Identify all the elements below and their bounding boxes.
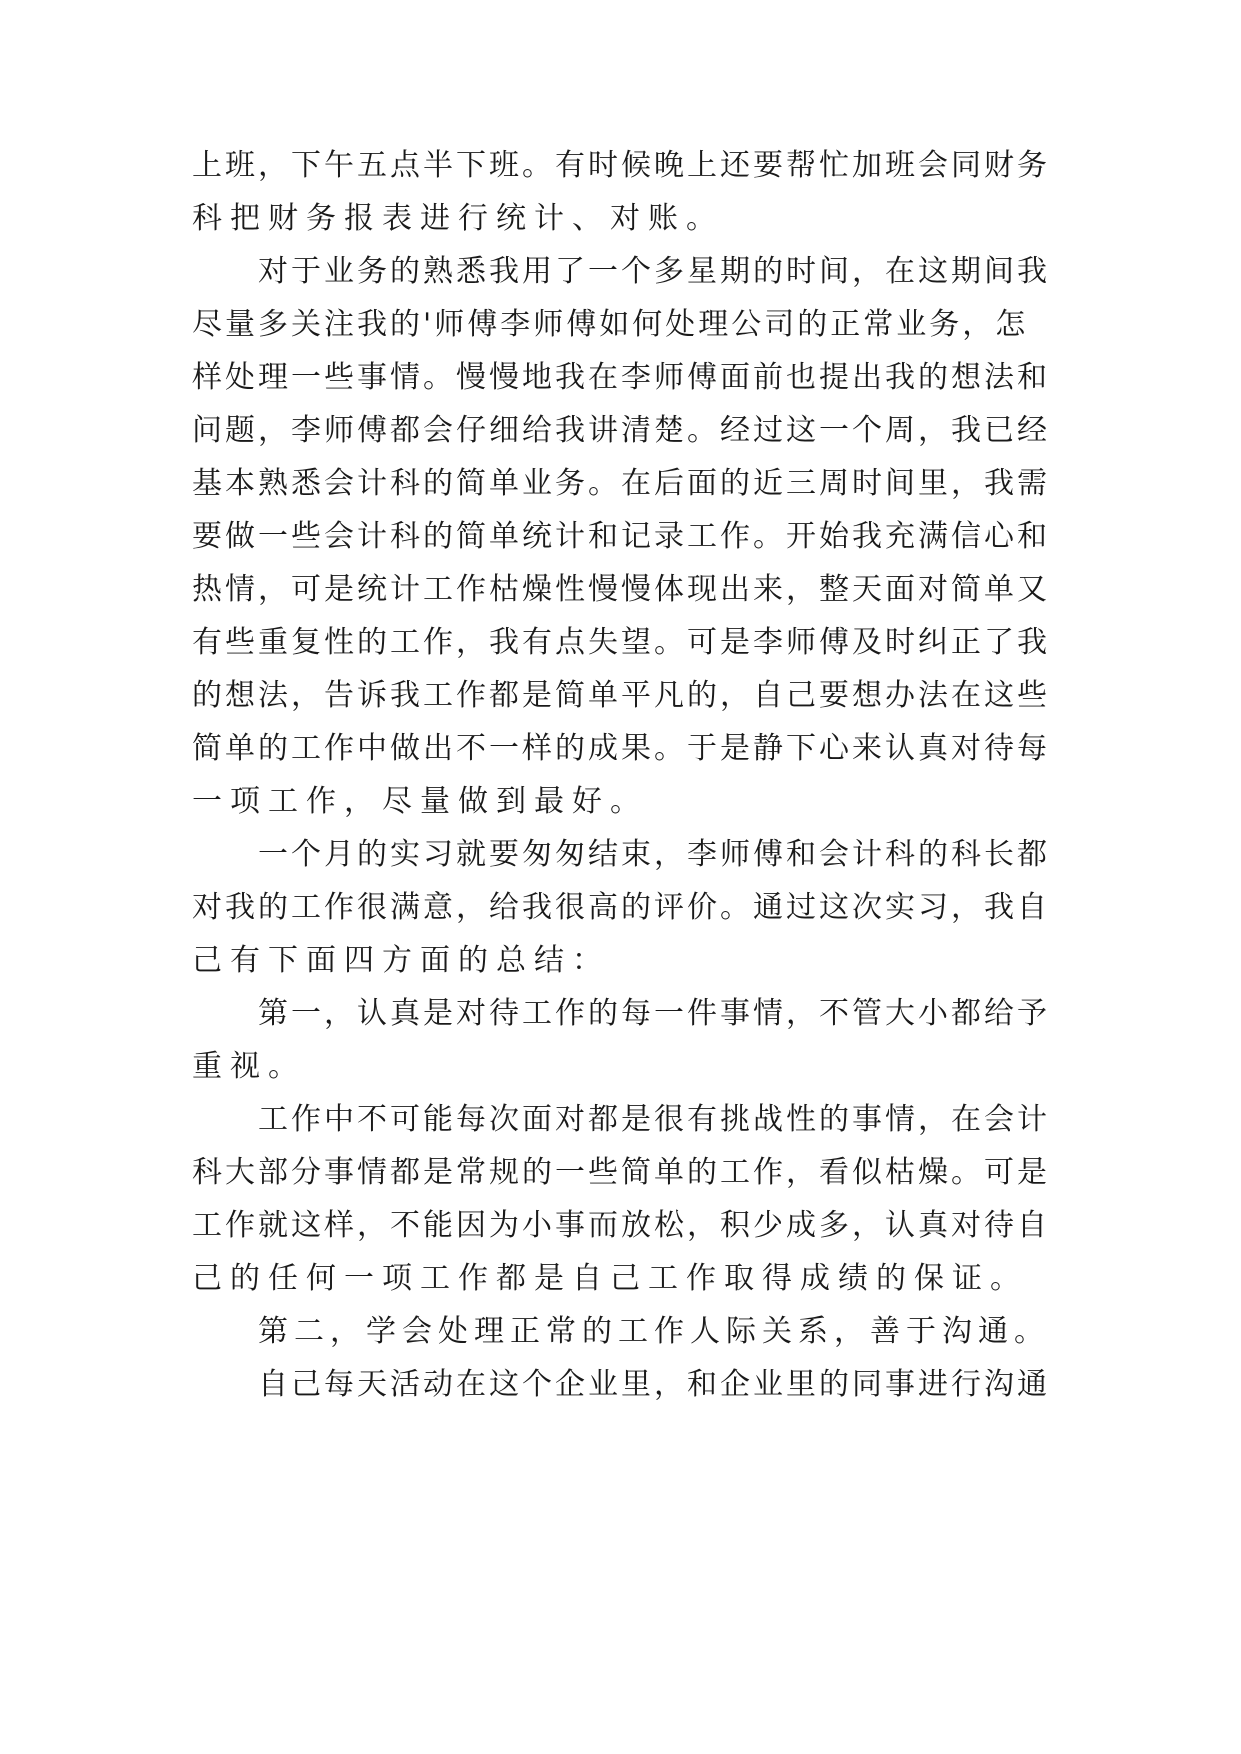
text-line: 科把财务报表进行统计、对账。 [192, 201, 724, 236]
text-line: 己的任何一项工作都是自己工作取得成绩的保证。 [192, 1261, 1028, 1296]
paragraph-start-line: 第一，认真是对待工作的每一件事情，不管大小都给予 [258, 996, 1050, 1031]
text-line: 基本熟悉会计科的简单业务。在后面的近三周时间里，我需 [192, 466, 1050, 501]
text-line: 简单的工作中做出不一样的成果。于是静下心来认真对待每 [192, 731, 1050, 766]
paragraph-start-line: 第二，学会处理正常的工作人际关系，善于沟通。 [258, 1314, 1050, 1349]
paragraph-start-line: 对于业务的熟悉我用了一个多星期的时间，在这期间我 [258, 254, 1050, 289]
paragraph-start-line: 工作中不可能每次面对都是很有挑战性的事情，在会计 [258, 1102, 1050, 1137]
paragraph-start-line: 一个月的实习就要匆匆结束，李师傅和会计科的科长都 [258, 837, 1050, 872]
text-line: 己有下面四方面的总结： [192, 943, 610, 978]
text-line: 重视。 [192, 1049, 306, 1084]
text-line: 上班，下午五点半下班。有时候晚上还要帮忙加班会同财务 [192, 148, 1050, 183]
text-line: 热情，可是统计工作枯燥性慢慢体现出来，整天面对简单又 [192, 572, 1050, 607]
text-line: 科大部分事情都是常规的一些简单的工作，看似枯燥。可是 [192, 1155, 1050, 1190]
text-line: 对我的工作很满意，给我很高的评价。通过这次实习，我自 [192, 890, 1050, 925]
paragraph-start-line: 自己每天活动在这个企业里，和企业里的同事进行沟通 [258, 1367, 1050, 1402]
text-line: 工作就这样，不能因为小事而放松，积少成多，认真对待自 [192, 1208, 1050, 1243]
text-line: 一项工作，尽量做到最好。 [192, 784, 648, 819]
text-line: 有些重复性的工作，我有点失望。可是李师傅及时纠正了我 [192, 625, 1050, 660]
text-line: 的想法，告诉我工作都是简单平凡的，自己要想办法在这些 [192, 678, 1050, 713]
text-line: 样处理一些事情。慢慢地我在李师傅面前也提出我的想法和 [192, 360, 1050, 395]
text-line: 尽量多关注我的'师傅李师傅如何处理公司的正常业务，怎 [192, 307, 1029, 342]
text-line: 问题，李师傅都会仔细给我讲清楚。经过这一个周，我已经 [192, 413, 1050, 448]
text-line: 要做一些会计科的简单统计和记录工作。开始我充满信心和 [192, 519, 1050, 554]
